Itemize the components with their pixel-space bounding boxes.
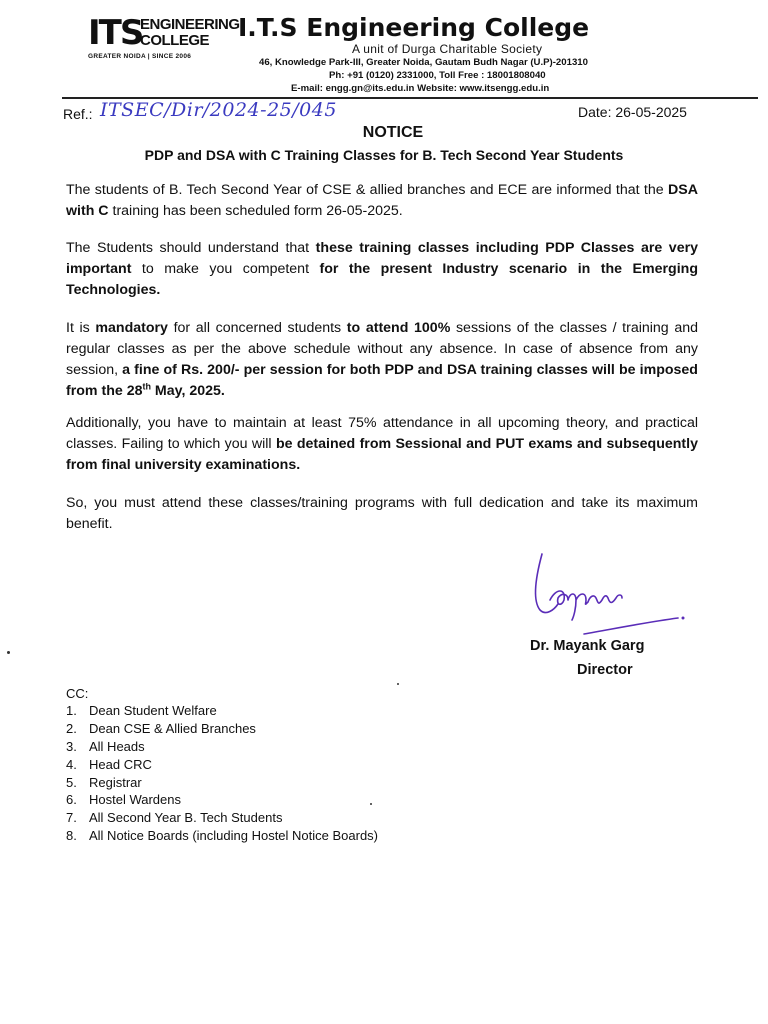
cc-list-item: 4. Head CRC [66,756,152,772]
paragraph-closing: So, you must attend these classes/training programs with full dedication and take its maximum benefit. [66,495,698,532]
cc-label: CC: [66,686,89,701]
logo-line-college: COLLEGE [140,32,210,49]
logo-mark: ITS [88,13,143,53]
scan-speck [370,803,372,805]
cc-list-item: 6. Hostel Wardens [66,792,181,808]
paragraph-mandatory-fine: It is mandatory for all concerned students to attend 100% sessions of the classes / training and regular classes as per the above schedule without any absence. In case of absence from any session, a fine of Rs. 200/- per session for both PDP and DSA training classes will be imposed from the 28th May, 2025. [66,320,699,399]
cc-list-item: 8. All Notice Boards (including Hostel Notice Boards) [66,828,379,844]
logo-tagline: GREATER NOIDA | SINCE 2006 [88,53,192,60]
scan-speck [397,683,399,685]
paragraph-schedule: The students of B. Tech Second Year of CSE & allied branches and ECE are informed that the DSA with C training has been scheduled form 26-05-2025. [66,182,698,219]
signatory-title: Director [577,662,633,678]
cc-list-item: 7. All Second Year B. Tech Students [66,810,283,826]
college-name: I.T.S Engineering College [238,13,590,42]
college-logo [88,13,240,60]
parent-society: A unit of Durga Charitable Society [352,42,543,56]
logo-line-engineering: ENGINEERING [140,16,240,33]
cc-list-item: 1. Dean Student Welfare [66,703,217,718]
notice-heading: NOTICE [362,124,424,141]
signatory-name: Dr. Mayank Garg [530,638,645,654]
director-signature [528,548,698,644]
notice-date: Date: 26-05-2025 [578,104,687,120]
college-phone: Ph: +91 (0120) 2331000, Toll Free : 18001808040 [329,70,546,81]
reference-number-handwritten: ITSEC/Dir/2024-25/045 [100,99,337,121]
cc-list-item: 3. All Heads [66,738,145,754]
cc-list [66,702,466,845]
notice-subject: PDP and DSA with C Training Classes for B. Tech Second Year Students [144,147,624,163]
scan-speck [7,651,10,654]
college-email-website: E-mail: engg.gn@its.edu.in Website: www.itsengg.edu.in [291,83,550,94]
college-address: 46, Knowledge Park-III, Greater Noida, Gautam Budh Nagar (U.P)-201310 [259,57,588,68]
paragraph-attendance: Additionally, you have to maintain at least 75% attendance in all upcoming theory, and practical classes. Failing to which you will be detained from Sessional and PUT exams and subsequently from final university examinations. [66,415,698,473]
reference-label: Ref.: [63,106,93,122]
paragraph-importance: The Students should understand that these training classes including PDP Classes are very important to make you competent for the present Industry scenario in the Emerging Technologies. [66,240,698,298]
cc-list-item: 5. Registrar [66,774,142,790]
cc-list-item: 2. Dean CSE & Allied Branches [66,720,256,736]
